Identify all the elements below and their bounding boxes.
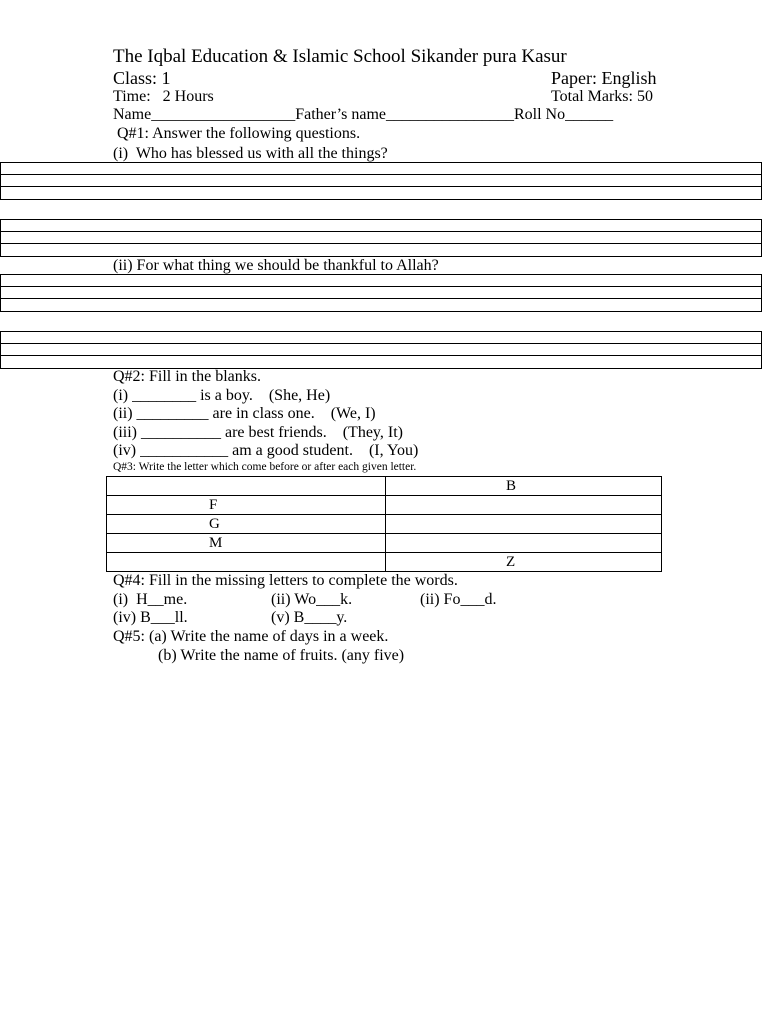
student-info-line: Name__________________Father’s name________________Roll No______	[113, 106, 614, 123]
table-cell: F	[107, 496, 386, 515]
class-label: Class: 1	[113, 68, 171, 88]
q4-word-4: (iv) B___ll.	[113, 609, 188, 626]
answer-lines-q1-1a	[0, 162, 762, 200]
table-cell: B	[386, 477, 662, 496]
q2-item-1: (i) ________ is a boy. (She, He)	[113, 387, 331, 404]
q4-word-1: (i) H__me.	[113, 591, 188, 608]
table-cell	[386, 534, 662, 553]
table-cell	[386, 515, 662, 534]
q4-title: Q#4: Fill in the missing letters to complete the words.	[113, 572, 458, 589]
q1-question-1: (i) Who has blessed us with all the things?	[113, 145, 388, 162]
table-cell: G	[107, 515, 386, 534]
table-cell: M	[107, 534, 386, 553]
q2-title: Q#2: Fill in the blanks.	[113, 368, 261, 385]
paper-label: Paper: English	[551, 68, 657, 88]
q2-item-4: (iv) ___________ am a good student. (I, You)	[113, 442, 419, 459]
table-cell	[386, 496, 662, 515]
total-marks-label: Total Marks: 50	[551, 88, 653, 105]
table-cell	[107, 553, 386, 572]
q4-word-3: (ii) Fo___d.	[420, 591, 497, 608]
q3-title: Q#3: Write the letter which come before or after each given letter.	[113, 461, 417, 473]
q1-question-2: (ii) For what thing we should be thankful to Allah?	[113, 257, 439, 274]
q2-item-2: (ii) _________ are in class one. (We, I)	[113, 405, 376, 422]
school-name: The Iqbal Education & Islamic School Sikander pura Kasur	[113, 46, 567, 67]
q5-part-b: (b) Write the name of fruits. (any five)	[158, 647, 405, 664]
q4-word-2: (ii) Wo___k.	[271, 591, 353, 608]
q2-item-3: (iii) __________ are best friends. (They, It)	[113, 424, 403, 441]
table-row	[107, 534, 662, 553]
table-row	[107, 515, 662, 534]
q5-part-a: Q#5: (a) Write the name of days in a week.	[113, 628, 389, 645]
table-row	[107, 553, 662, 572]
answer-lines-q1-1b	[0, 219, 762, 257]
table-cell: Z	[386, 553, 662, 572]
q1-title: Q#1: Answer the following questions.	[113, 125, 361, 142]
q4-word-5: (v) B____y.	[271, 609, 348, 626]
time-label: Time: 2 Hours	[113, 88, 214, 105]
table-row	[107, 477, 662, 496]
answer-lines-q1-2a	[0, 274, 762, 312]
answer-lines-q1-2b	[0, 331, 762, 369]
table-row	[107, 496, 662, 515]
letter-table	[106, 476, 662, 572]
table-cell	[107, 477, 386, 496]
